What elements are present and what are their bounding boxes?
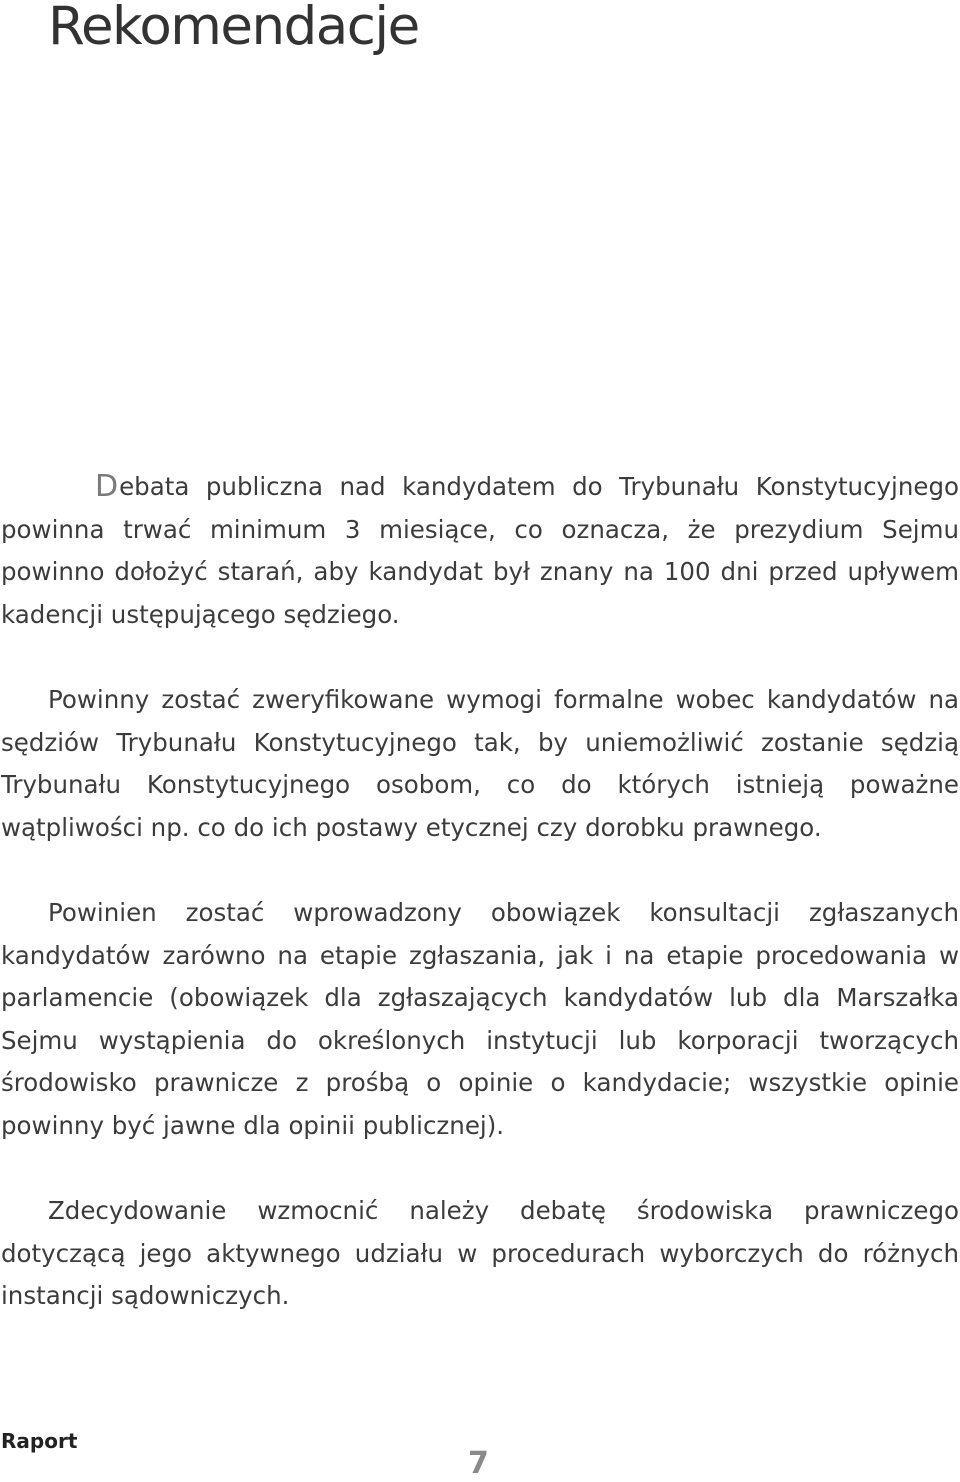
footer-label: Raport (1, 1429, 78, 1453)
paragraph-2: Powinny zostać zweryfikowane wymogi formalne wobec kandydatów na sędziów Trybunału Konstytucyjnego tak, by uniemożliwić zostanie sędzią Trybunału Konstytucyjnego osobom, co do których istnieją poważne wątpliwości np. co do ich postawy etycznej czy dorobku prawnego. (1, 685, 959, 842)
paragraph-4: Zdecydowanie wzmocnić należy debatę środowiska prawniczego dotyczącą jego aktywnego udziału w procedurach wyborczych do różnych instancji sądowniczych. (1, 1196, 959, 1310)
paragraph-1 (1, 466, 959, 636)
drop-cap: D (95, 469, 119, 504)
page-number: 7 (468, 1446, 489, 1481)
document-body (1, 466, 959, 1361)
paragraph-1-text: ebata publiczna nad kandydatem do Trybunału Konstytucyjnego powinna trwać minimum 3 miesiące, co oznacza, że prezydium Sejmu powinno dołożyć starań, aby kandydat był znany na 100 dni przed upływem kadencji ustępującego sędziego. (1, 472, 959, 629)
paragraph-3: Powinien zostać wprowadzony obowiązek konsultacji zgłaszanych kandydatów zarówno na etapie zgłaszania, jak i na etapie procedowania w parlamencie (obowiązek dla zgłaszających kandydatów lub dla Marszałka Sejmu wystąpienia do określonych instytucji lub korporacji tworzących środowisko prawnicze z prośbą o opinie o kandydacie; wszystkie opinie powinny być jawne dla opinii publicznej). (1, 898, 959, 1140)
page-title: Rekomendacje (48, 0, 419, 57)
